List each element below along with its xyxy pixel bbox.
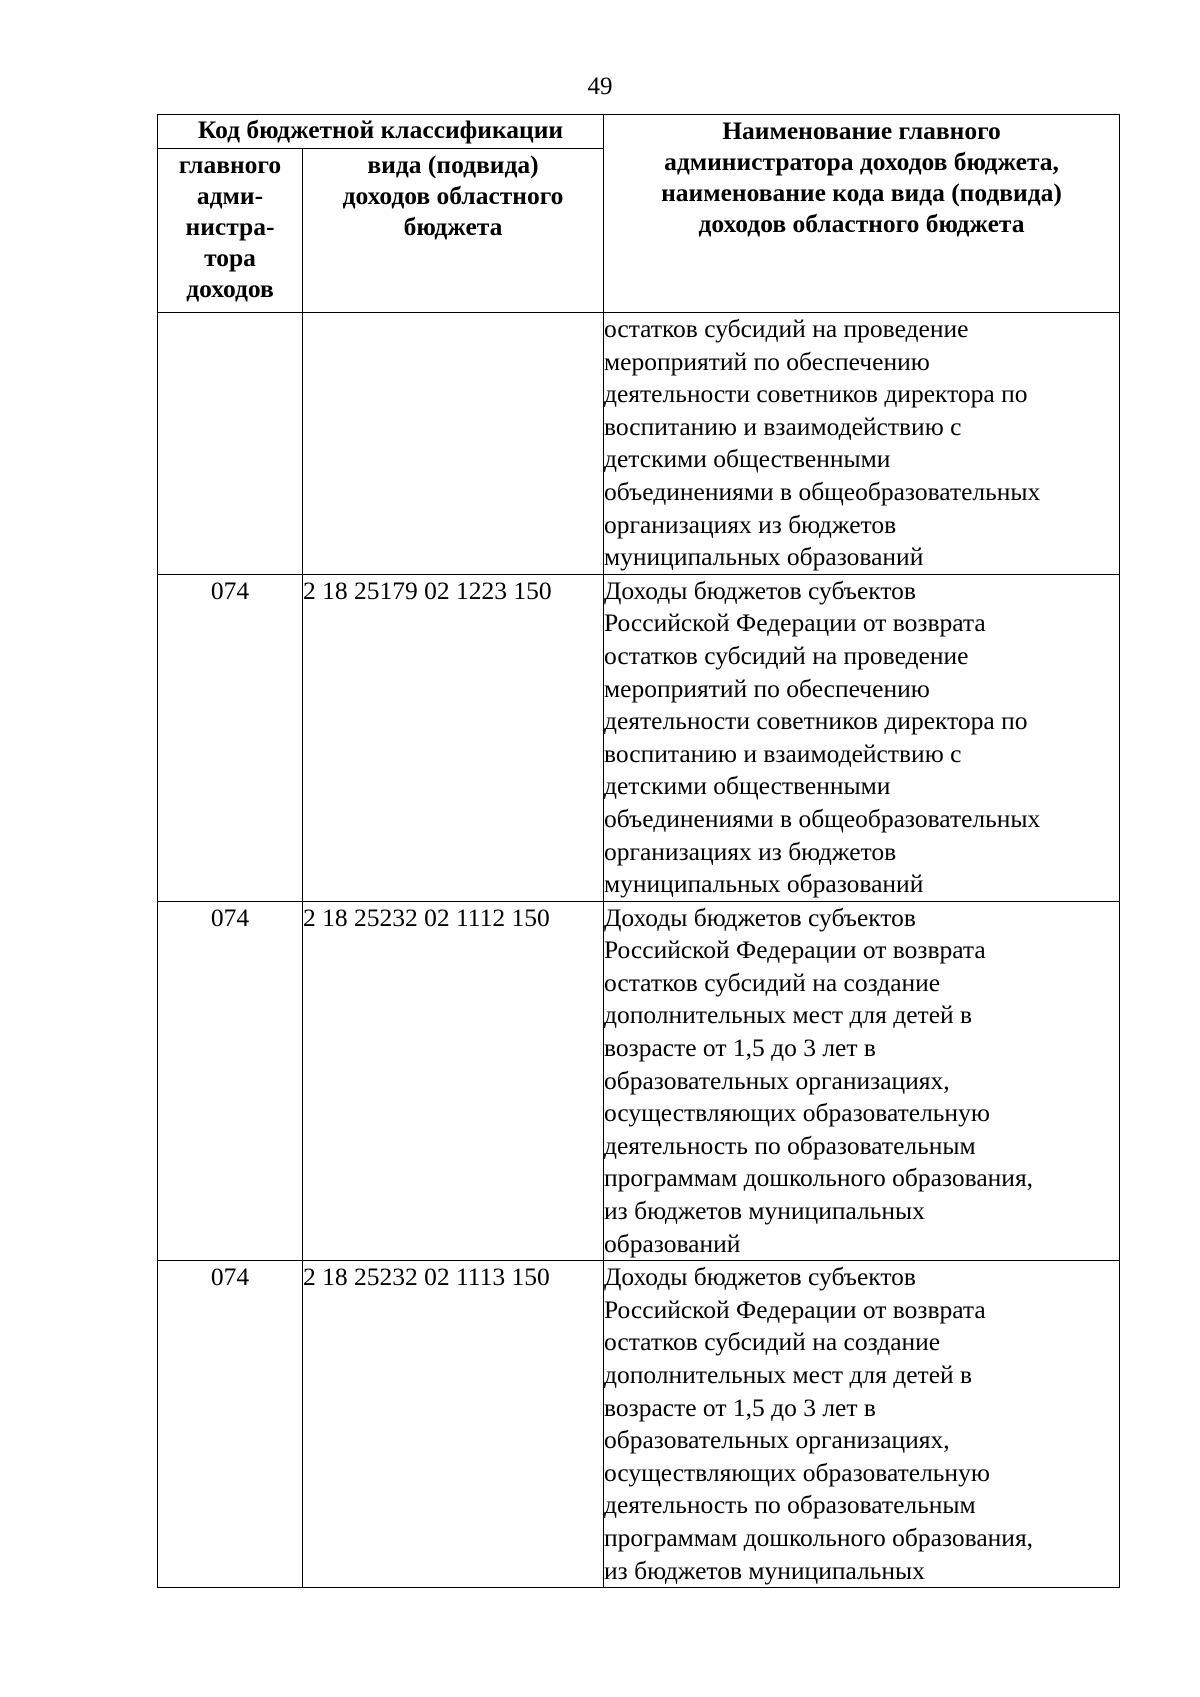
- budget-classification-table: [157, 114, 1120, 1588]
- description-line: осуществляющих образовательную: [604, 1098, 990, 1128]
- description-line: детскими общественными: [604, 771, 891, 801]
- description-line: остатков субсидий на проведение: [604, 314, 969, 343]
- description-line: возрасте от 1,5 до 3 лет в: [604, 1033, 876, 1063]
- type-code-cell: 2 18 25232 02 1112 150: [303, 901, 604, 1261]
- description-line: муниципальных образований: [604, 542, 924, 572]
- description-line: остатков субсидий на создание: [604, 967, 941, 997]
- description-line: деятельность по образовательным: [604, 1490, 976, 1520]
- description-line: осуществляющих образовательную: [604, 1457, 990, 1487]
- description-line: дополнительных мест для детей в: [604, 1000, 973, 1030]
- description-line: остатков субсидий на создание: [604, 1327, 941, 1357]
- header-admin-line: доходов: [186, 274, 274, 303]
- description-line: организациях из бюджетов: [604, 509, 897, 539]
- description-line: остатков субсидий на проведение: [604, 640, 969, 670]
- description-line: Доходы бюджетов субъектов: [604, 575, 916, 605]
- type-code-cell: 2 18 25179 02 1223 150: [303, 574, 604, 901]
- description-line: образований: [604, 1228, 741, 1258]
- header-admin-code: [158, 149, 303, 313]
- header-admin-line: главного: [178, 150, 282, 179]
- description-line: из бюджетов муниципальных: [604, 1555, 925, 1585]
- description-line: из бюджетов муниципальных: [604, 1196, 925, 1226]
- description-line: организациях из бюджетов: [604, 836, 897, 866]
- admin-code-cell: [158, 313, 303, 575]
- admin-code-cell: 074: [158, 901, 303, 1261]
- header-type-line: доходов областного: [342, 181, 564, 210]
- table-row: [158, 574, 1120, 901]
- header-type-line: вида (подвида): [367, 150, 539, 179]
- description-line: Российской Федерации от возврата: [604, 1294, 986, 1324]
- description-line: воспитанию и взаимодействию с: [604, 738, 962, 768]
- header-admin-line: адми-: [196, 181, 264, 210]
- header-group-budget-code: Код бюджетной классификации: [158, 115, 604, 149]
- header-name-line: Наименование главного: [722, 116, 1001, 145]
- description-line: программам дошкольного образования,: [604, 1522, 1034, 1552]
- description-cell: [604, 574, 1120, 901]
- header-type-line: бюджета: [403, 212, 503, 241]
- description-line: деятельности советников директора по: [604, 379, 1028, 409]
- type-code-cell: [303, 313, 604, 575]
- description-line: Доходы бюджетов субъектов: [604, 902, 916, 932]
- header-admin-line: тора: [204, 243, 256, 272]
- description-line: муниципальных образований: [604, 869, 924, 899]
- header-name-line: наименование кода вида (подвида): [661, 178, 1062, 207]
- description-cell: [604, 313, 1120, 575]
- header-name-line: администратора доходов бюджета,: [664, 147, 1059, 176]
- type-code-cell: 2 18 25232 02 1113 150: [303, 1261, 604, 1588]
- description-line: программам дошкольного образования,: [604, 1163, 1034, 1193]
- description-line: мероприятий по обеспечению: [604, 673, 930, 703]
- table-row: [158, 1261, 1120, 1588]
- description-line: деятельность по образовательным: [604, 1130, 976, 1160]
- description-line: детскими общественными: [604, 444, 891, 474]
- admin-code-cell: 074: [158, 1261, 303, 1588]
- description-line: образовательных организациях,: [604, 1065, 950, 1095]
- description-line: Российской Федерации от возврата: [604, 608, 986, 638]
- description-line: возрасте от 1,5 до 3 лет в: [604, 1392, 876, 1422]
- description-cell: [604, 1261, 1120, 1588]
- admin-code-cell: 074: [158, 574, 303, 901]
- header-name: [604, 115, 1120, 313]
- table-row: [158, 313, 1120, 575]
- description-line: образовательных организациях,: [604, 1425, 950, 1455]
- header-type-code: [303, 149, 604, 313]
- header-admin-line: нистра-: [185, 212, 275, 241]
- table-row: [158, 901, 1120, 1261]
- description-line: воспитанию и взаимодействию с: [604, 411, 962, 441]
- description-line: объединениями в общеобразовательных: [604, 803, 1041, 833]
- page-number: 49: [587, 73, 613, 100]
- description-line: мероприятий по обеспечению: [604, 346, 930, 376]
- description-line: Российской Федерации от возврата: [604, 935, 986, 965]
- description-line: Доходы бюджетов субъектов: [604, 1262, 916, 1292]
- header-name-line: доходов областного бюджета: [698, 209, 1025, 238]
- description-line: объединениями в общеобразовательных: [604, 476, 1041, 506]
- description-line: деятельности советников директора по: [604, 706, 1028, 736]
- description-line: дополнительных мест для детей в: [604, 1360, 973, 1389]
- description-cell: [604, 901, 1120, 1261]
